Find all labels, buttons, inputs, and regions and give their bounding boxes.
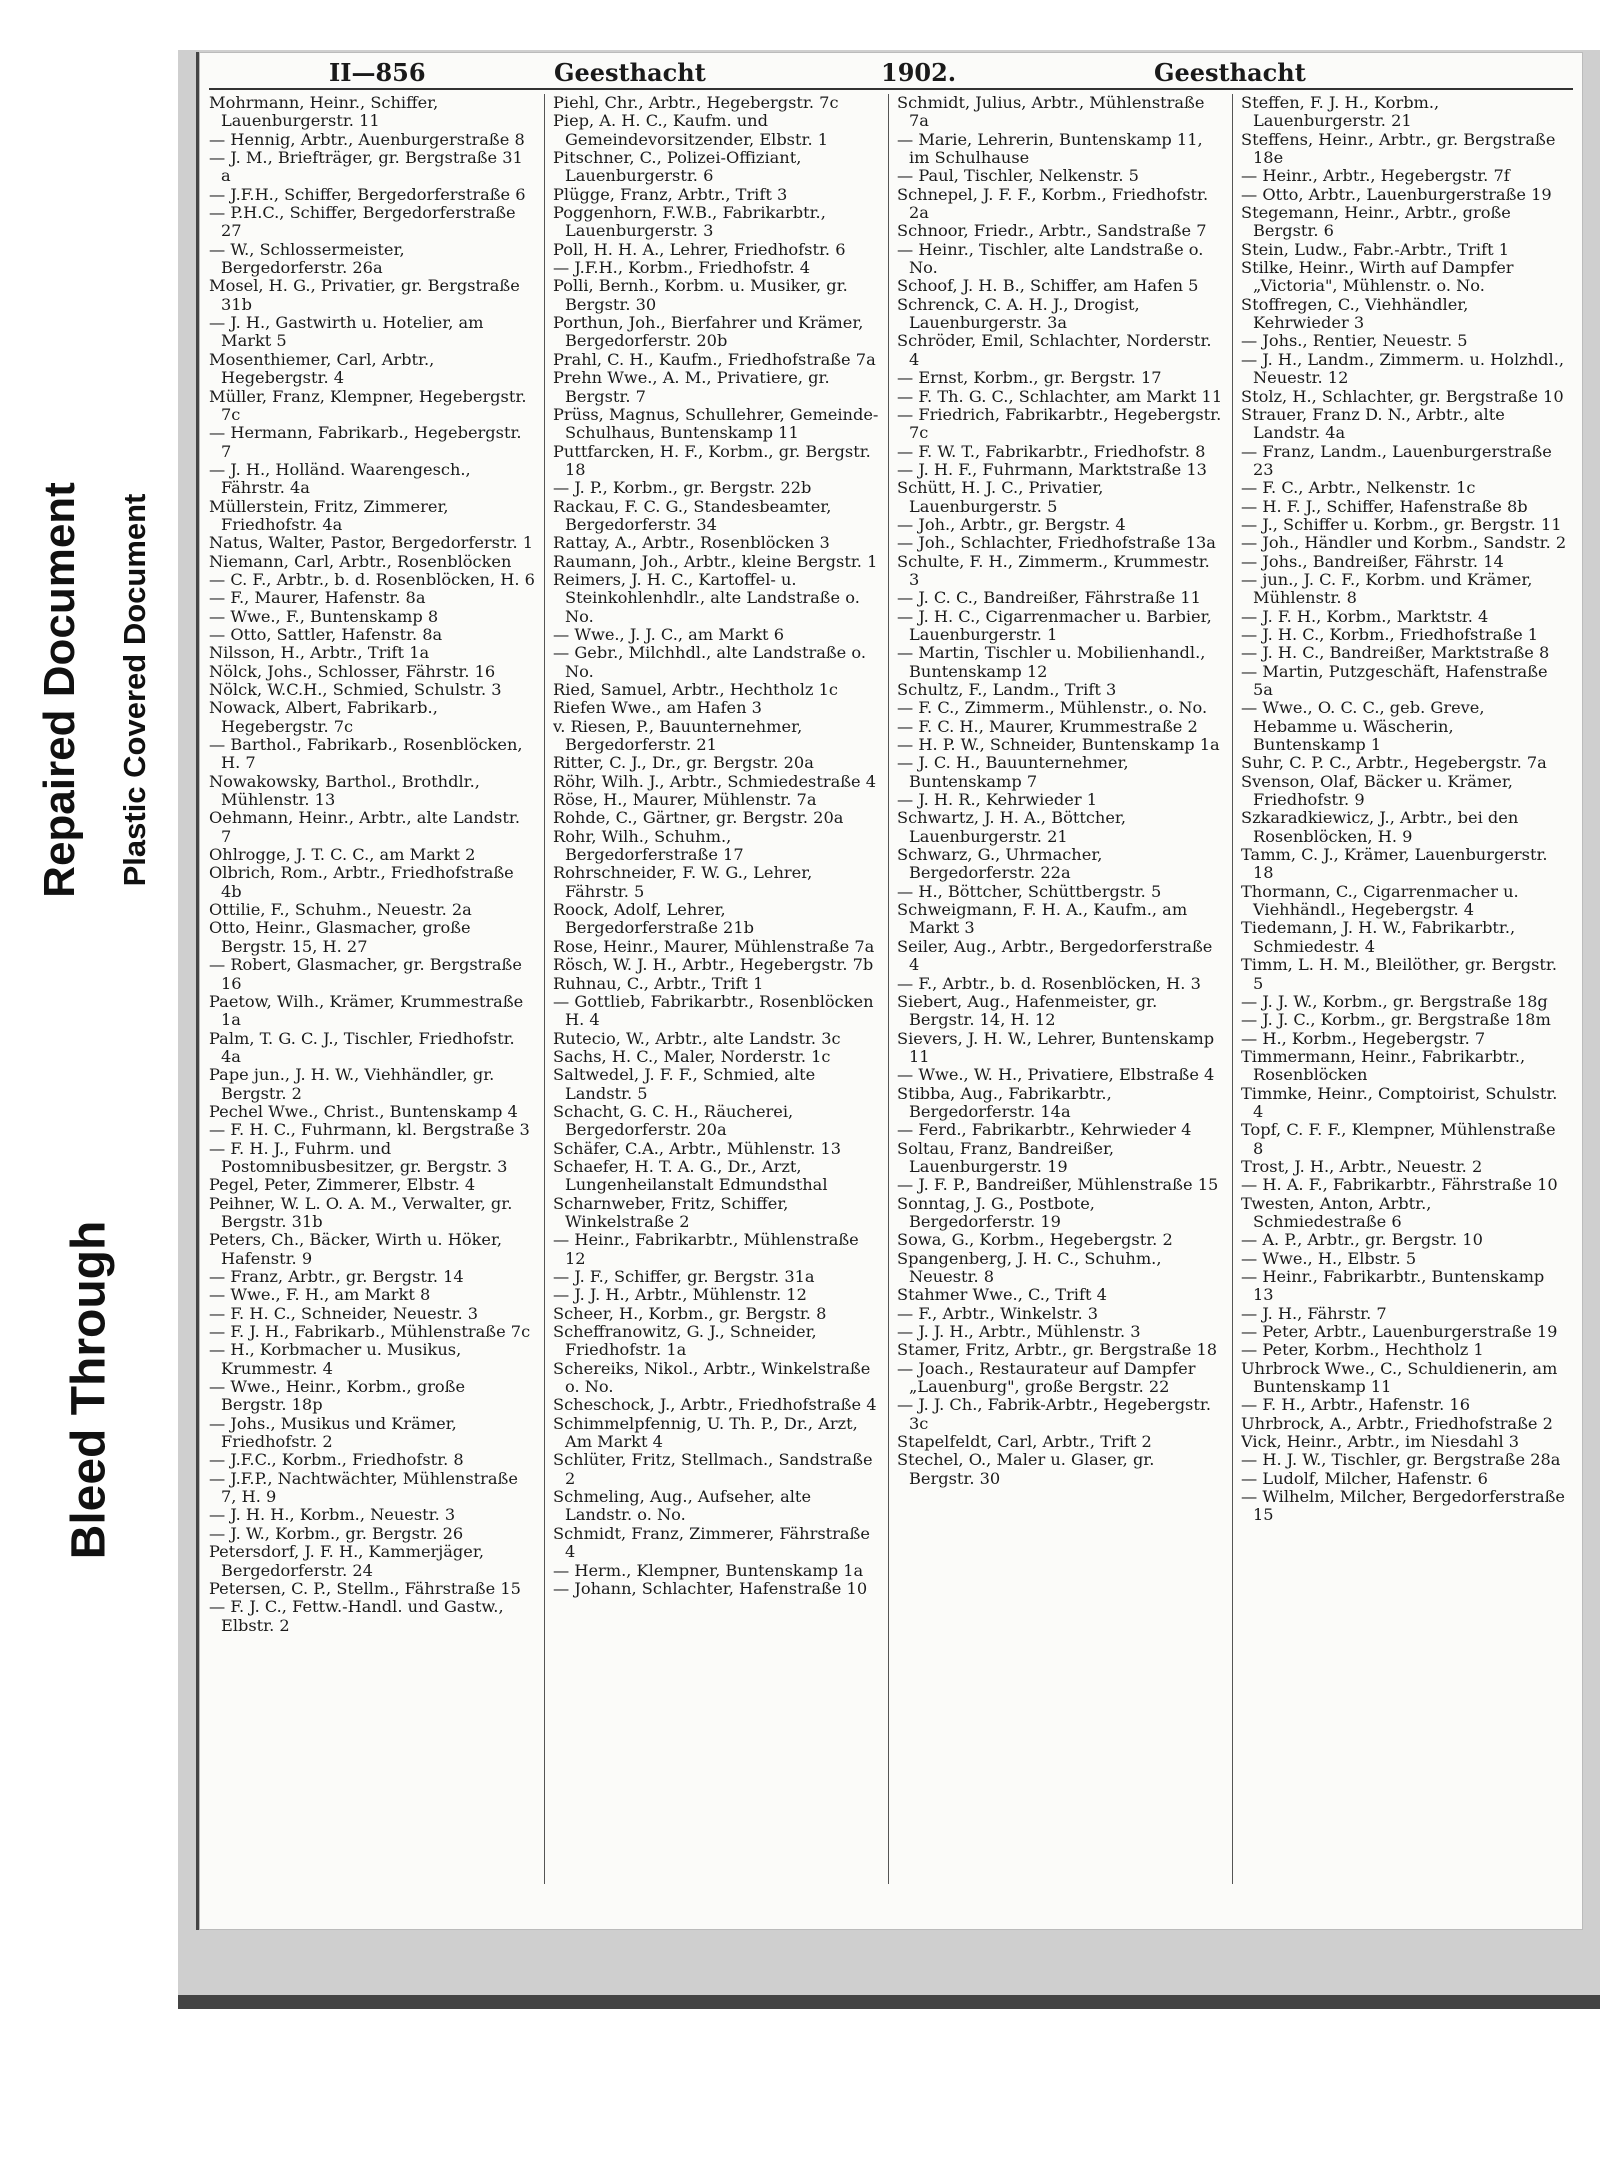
directory-entry: Schmidt, Julius, Arbtr., Mühlenstraße 7a <box>897 94 1205 131</box>
plastic-covered-label: Plastic Covered Document <box>117 493 152 887</box>
directory-entry: Timmermann, Heinr., Fabrikarbtr., Rosenblöcken <box>1241 1046 1526 1085</box>
directory-entry: — Wilhelm, Milcher, Bergedorferstraße 15 <box>1241 1487 1566 1525</box>
directory-entry: — H. P. W., Schneider, Buntenskamp 1a <box>897 735 1220 755</box>
directory-entry: — J.F.P., Nachtwächter, Mühlenstraße 7, H. 9 <box>209 1468 518 1507</box>
directory-entry: Rackau, F. C. G., Standesbeamter, Bergedorferstr. 34 <box>553 496 832 534</box>
directory-entry: Stechel, O., Maler u. Glaser, gr. Bergstr. 30 <box>897 1450 1155 1488</box>
directory-entry: — Wwe., Heinr., Korbm., große Bergstr. 18p <box>209 1377 466 1415</box>
column-divider <box>1232 94 1233 1884</box>
directory-entry: Spangenberg, J. H. C., Schuhm., Neuestr. 8 <box>897 1248 1162 1286</box>
directory-entry: — Heinr., Fabrikarbtr., Buntenskamp 13 <box>1241 1267 1545 1305</box>
directory-entry: — F. C., Arbtr., Nelkenstr. 1c <box>1241 478 1476 498</box>
directory-entry: Stegemann, Heinr., Arbtr., große Bergstr. 6 <box>1241 203 1511 241</box>
directory-entry: Puttfarcken, H. F., Korbm., gr. Bergstr. 18 <box>553 441 871 479</box>
directory-entry: — J. H., Fährstr. 7 <box>1241 1303 1387 1323</box>
directory-entry: — J. F. P., Bandreißer, Mühlenstraße 15 <box>897 1175 1219 1195</box>
column-divider <box>888 94 889 1884</box>
directory-entry: Pape jun., J. H. W., Viehhändler, gr. Bergstr. 2 <box>209 1065 495 1103</box>
page-number: II—856 <box>329 58 426 87</box>
directory-entry: Piehl, Chr., Arbtr., Hegebergstr. 7c <box>553 94 839 112</box>
directory-entry: — J. H. C., Cigarrenmacher u. Barbier, Lauenburgerstr. 1 <box>897 606 1212 644</box>
directory-entry: Ruhnau, C., Arbtr., Trift 1 <box>553 973 764 993</box>
directory-entry: — J. H. R., Kehrwieder 1 <box>897 790 1098 810</box>
directory-entry: — H. F. J., Schiffer, Hafenstraße 8b <box>1241 496 1528 516</box>
directory-entry: — Johs., Bandreißer, Fährstr. 14 <box>1241 551 1504 571</box>
directory-entry: Pitschner, C., Polizei-Offiziant, Lauenburgerstr. 6 <box>553 148 802 186</box>
directory-entry: — J. J. H., Arbtr., Mühlenstr. 3 <box>897 1322 1141 1342</box>
directory-entry: Rohrschneider, F. W. G., Lehrer, Fährstr. 5 <box>553 863 813 901</box>
directory-entry: Stoffregen, C., Viehhändler, Kehrwieder 3 <box>1241 294 1469 333</box>
directory-entry: — Ernst, Korbm., gr. Bergstr. 17 <box>897 368 1162 388</box>
directory-entry: — Hermann, Fabrikarb., Hegebergstr. 7 <box>209 423 522 461</box>
directory-entry: — J. W., Korbm., gr. Bergstr. 26 <box>209 1523 464 1543</box>
directory-entry: Peihner, W. L. O. A. M., Verwalter, gr. Bergstr. 31b <box>209 1193 513 1231</box>
directory-entry: Tiedemann, J. H. W., Fabrikarbtr., Schmiedestr. 4 <box>1241 918 1516 956</box>
directory-entry: — F. J. H., Fabrikarb., Mühlenstraße 7c <box>209 1322 531 1342</box>
directory-entry: — Otto, Arbtr., Lauenburgerstraße 19 <box>1241 184 1552 204</box>
header-rule <box>209 88 1573 90</box>
directory-entry: — Otto, Sattler, Hafenstr. 8a <box>209 624 443 644</box>
repaired-document-label: Repaired Document <box>35 482 84 898</box>
directory-entry: Pechel Wwe., Christ., Buntenskamp 4 <box>209 1101 518 1121</box>
directory-entry: Trost, J. H., Arbtr., Neuestr. 2 <box>1241 1156 1483 1176</box>
directory-entry: Stolz, H., Schlachter, gr. Bergstraße 10 <box>1241 386 1564 406</box>
directory-entry: — J.F.C., Korbm., Friedhofstr. 8 <box>209 1450 464 1470</box>
directory-entry: — J. J. Ch., Fabrik-Arbtr., Hegebergstr. 3c <box>897 1395 1211 1433</box>
directory-entry: Rohr, Wilh., Schuhm., Bergedorferstraße 17 <box>553 826 744 865</box>
directory-entry: — Ludolf, Milcher, Hafenstr. 6 <box>1241 1468 1488 1488</box>
directory-entry: — Robert, Glasmacher, gr. Bergstraße 16 <box>209 955 522 993</box>
directory-entry: — J., Schiffer u. Korbm., gr. Bergstr. 11 <box>1241 514 1562 534</box>
directory-entry: — Heinr., Fabrikarbtr., Mühlenstraße 12 <box>553 1230 859 1268</box>
directory-entry: Steffen, F. J. H., Korbm., Lauenburgerstr. 21 <box>1241 94 1440 131</box>
directory-entry: Nölck, Johs., Schlosser, Fährstr. 16 <box>209 661 496 681</box>
directory-entry: — J. H., Holländ. Waarengesch., Fährstr. 4a <box>209 459 471 498</box>
directory-entry: Mosel, H. G., Privatier, gr. Bergstraße 31b <box>209 276 520 314</box>
directory-entry: — F., Arbtr., Winkelstr. 3 <box>897 1303 1099 1323</box>
directory-entry: Vick, Heinr., Arbtr., im Niesdahl 3 <box>1241 1432 1520 1452</box>
directory-entry: — H. J. W., Tischler, gr. Bergstraße 28a <box>1241 1450 1561 1470</box>
directory-entry: — J. C. H., Bauunternehmer, Buntenskamp 7 <box>897 753 1129 791</box>
directory-entry: Müllerstein, Fritz, Zimmerer, Friedhofstr. 4a <box>209 496 449 534</box>
directory-entry: Müller, Franz, Klempner, Hegebergstr. 7c <box>209 386 527 424</box>
directory-entry: — Friedrich, Fabrikarbtr., Hegebergstr. 7c <box>897 404 1222 443</box>
directory-entry: Poggenhorn, F.W.B., Fabrikarbtr., Lauenburgerstr. 3 <box>553 203 826 241</box>
directory-entry: Sowa, G., Korbm., Hegebergstr. 2 <box>897 1230 1173 1250</box>
directory-entry: Svenson, Olaf, Bäcker u. Krämer, Friedhofstr. 9 <box>1241 771 1513 810</box>
directory-entry: — F. H. J., Fuhrm. und Postomnibusbesitzer, gr. Bergstr. 3 <box>209 1138 508 1176</box>
directory-entry: — J. H. C., Bandreißer, Marktstraße 8 <box>1241 643 1550 663</box>
directory-entry: — Wwe., F., Buntenskamp 8 <box>209 606 439 626</box>
directory-entry: Rösch, W. J. H., Arbtr., Hegebergstr. 7b <box>553 955 874 975</box>
directory-entry: Stibba, Aug., Fabrikarbtr., Bergedorferstr. 14a <box>897 1083 1112 1121</box>
directory-entry: — Marie, Lehrerin, Buntenskamp 11, im Schulhause <box>897 129 1203 168</box>
directory-entry: Stein, Ludw., Fabr.-Arbtr., Trift 1 <box>1241 239 1510 259</box>
directory-entry: — Wwe., J. J. C., am Markt 6 <box>553 624 785 644</box>
directory-entry: Seiler, Aug., Arbtr., Bergedorferstraße 4 <box>897 936 1213 975</box>
directory-entry: Stapelfeldt, Carl, Arbtr., Trift 2 <box>897 1432 1152 1452</box>
directory-entry: Schwarz, G., Uhrmacher, Bergedorferstr. 22a <box>897 845 1103 883</box>
directory-entry: Schröder, Emil, Schlachter, Norderstr. 4 <box>897 331 1212 369</box>
directory-entry: Schrenck, C. A. H. J., Drogist, Lauenburgerstr. 3a <box>897 294 1140 333</box>
directory-entry: Rattay, A., Arbtr., Rosenblöcken 3 <box>553 533 830 553</box>
directory-entry: Piep, A. H. C., Kaufm. und Gemeindevorsitzender, Elbstr. 1 <box>553 111 829 149</box>
directory-entry: Prüss, Magnus, Schullehrer, Gemeinde-Schulhaus, Buntenskamp 11 <box>553 404 879 443</box>
directory-entry: Schnepel, J. F. F., Korbm., Friedhofstr. 2a <box>897 184 1209 223</box>
page-header <box>199 56 1583 86</box>
directory-entry: Thormann, C., Cigarrenmacher u. Viehhändl., Hegebergstr. 4 <box>1241 881 1519 920</box>
directory-entry: — Joh., Händler und Korbm., Sandstr. 2 <box>1241 533 1567 553</box>
directory-entry: Szkaradkiewicz, J., Arbtr., bei den Rosenblöcken, H. 9 <box>1241 808 1519 846</box>
directory-entry: Ohlrogge, J. T. C. C., am Markt 2 <box>209 845 476 865</box>
directory-entry: — Peter, Arbtr., Lauenburgerstraße 19 <box>1241 1322 1558 1342</box>
directory-entry: — J. H. F., Fuhrmann, Marktstraße 13 <box>897 459 1207 479</box>
directory-entry: Strauer, Franz D. N., Arbtr., alte Landstr. 4a <box>1241 404 1505 443</box>
directory-entry: — J. F. H., Korbm., Marktstr. 4 <box>1241 606 1489 626</box>
directory-entry: — Franz, Landm., Lauenburgerstraße 23 <box>1241 441 1552 479</box>
directory-columns <box>209 94 1573 1884</box>
directory-entry: — J. F., Schiffer, gr. Bergstr. 31a <box>553 1267 815 1286</box>
directory-entry: Plügge, Franz, Arbtr., Trift 3 <box>553 184 788 204</box>
directory-entry: — Joh., Arbtr., gr. Bergstr. 4 <box>897 514 1126 534</box>
directory-entry: — Wwe., O. C. C., geb. Greve, Hebamme u. Wäscherin, Buntenskamp 1 <box>1241 698 1485 755</box>
directory-entry: — F., Maurer, Hafenstr. 8a <box>209 588 426 608</box>
directory-entry: Natus, Walter, Pastor, Bergedorferstr. 1 <box>209 533 534 553</box>
directory-entry: Schmidt, Franz, Zimmerer, Fährstraße 4 <box>553 1523 870 1562</box>
directory-entry: Steffens, Heinr., Arbtr., gr. Bergstraße 18e <box>1241 129 1556 168</box>
directory-entry: Schütt, H. J. C., Privatier, Lauenburgerstr. 5 <box>897 478 1104 516</box>
directory-entry: Oehmann, Heinr., Arbtr., alte Landstr. 7 <box>209 808 520 846</box>
directory-entry: — Gebr., Milchhdl., alte Landstraße o. No. <box>553 643 867 681</box>
directory-entry: Timm, L. H. M., Bleilöther, gr. Bergstr. 5 <box>1241 955 1558 993</box>
directory-entry: Uhrbrock, A., Arbtr., Friedhofstraße 2 <box>1241 1413 1553 1433</box>
directory-entry: Reimers, J. H. C., Kartoffel- u. Steinkohlenhdlr., alte Landstraße o. No. <box>553 569 860 626</box>
directory-entry: — W., Schlossermeister, Bergedorferstr. 26a <box>209 239 405 278</box>
header-year: 1902. <box>881 58 957 87</box>
directory-entry: — F. C., Zimmerm., Mühlenstr., o. No. <box>897 698 1208 718</box>
directory-column-2 <box>553 94 879 1884</box>
directory-entry: Schnoor, Friedr., Arbtr., Sandstraße 7 <box>897 221 1207 241</box>
directory-entry: Riefen Wwe., am Hafen 3 <box>553 698 762 718</box>
directory-entry: Pegel, Peter, Zimmerer, Elbstr. 4 <box>209 1175 476 1195</box>
directory-entry: Rose, Heinr., Maurer, Mühlenstraße 7a <box>553 936 875 956</box>
bleed-through-label: Bleed Through <box>62 1220 116 1560</box>
directory-entry: Nilsson, H., Arbtr., Trift 1a <box>209 643 430 663</box>
directory-entry: Palm, T. G. C. J., Tischler, Friedhofstr. 4a <box>209 1028 515 1066</box>
directory-entry: Mohrmann, Heinr., Schiffer, Lauenburgerstr. 11 <box>209 94 439 131</box>
directory-entry: — J. J. H., Arbtr., Mühlenstr. 12 <box>553 1285 807 1305</box>
directory-entry: — Wwe., F. H., am Markt 8 <box>209 1285 431 1305</box>
directory-entry: Poll, H. H. A., Lehrer, Friedhofstr. 6 <box>553 239 846 259</box>
directory-entry: Nowack, Albert, Fabrikarb., Hegebergstr. 7c <box>209 698 438 736</box>
directory-entry: Peters, Ch., Bäcker, Wirth u. Höker, Hafenstr. 9 <box>209 1230 503 1268</box>
header-place-right: Geesthacht <box>1154 58 1306 87</box>
directory-entry: Polli, Bernh., Korbm. u. Musiker, gr. Bergstr. 30 <box>553 276 848 314</box>
directory-entry: — F. H., Arbtr., Hafenstr. 16 <box>1241 1395 1470 1415</box>
directory-entry: Scheffranowitz, G. J., Schneider, Friedhofstr. 1a <box>553 1322 817 1360</box>
directory-entry: Siebert, Aug., Hafenmeister, gr. Bergstr. 14, H. 12 <box>897 991 1158 1030</box>
directory-entry: — H., Korbmacher u. Musikus, Krummestr. 4 <box>209 1340 462 1378</box>
directory-entry: Roock, Adolf, Lehrer, Bergedorferstraße 21b <box>553 900 755 938</box>
directory-entry: Rutecio, W., Arbtr., alte Landstr. 3c <box>553 1028 841 1048</box>
directory-entry: Petersdorf, J. F. H., Kammerjäger, Bergedorferstr. 24 <box>209 1542 484 1580</box>
directory-entry: Schultz, F., Landm., Trift 3 <box>897 680 1117 699</box>
directory-entry: — Peter, Korbm., Hechtholz 1 <box>1241 1340 1484 1360</box>
directory-entry: Saltwedel, J. F. F., Schmied, alte Landstr. 5 <box>553 1065 816 1103</box>
directory-entry: — H. A. F., Fabrikarbtr., Fährstraße 10 <box>1241 1175 1558 1195</box>
directory-entry: Scheschock, J., Arbtr., Friedhofstraße 4 <box>553 1395 877 1415</box>
directory-entry: Porthun, Joh., Bierfahrer und Krämer, Bergedorferstr. 20b <box>553 313 864 351</box>
directory-page <box>196 52 1583 1930</box>
directory-entry: Scheer, H., Korbm., gr. Bergstr. 8 <box>553 1303 827 1323</box>
directory-entry: — Martin, Putzgeschäft, Hafenstraße 5a <box>1241 661 1548 699</box>
directory-entry: Nowakowsky, Barthol., Brothdlr., Mühlenstr. 13 <box>209 771 480 810</box>
header-place-left: Geesthacht <box>554 58 706 87</box>
directory-entry: Schoof, J. H. B., Schiffer, am Hafen 5 <box>897 276 1199 296</box>
directory-entry: Mosenthiemer, Carl, Arbtr., Hegebergstr. 4 <box>209 349 435 388</box>
directory-entry: — Franz, Arbtr., gr. Bergstr. 14 <box>209 1267 464 1286</box>
directory-entry: — Herm., Klempner, Buntenskamp 1a <box>553 1560 864 1580</box>
directory-entry: Sonntag, J. G., Postbote, Bergedorferstr. 19 <box>897 1193 1095 1231</box>
directory-entry: — A. P., Arbtr., gr. Bergstr. 10 <box>1241 1230 1483 1250</box>
directory-entry: Schaefer, H. T. A. G., Dr., Arzt, Lungenheilanstalt Edmundsthal <box>553 1156 828 1195</box>
directory-entry: Stamer, Fritz, Arbtr., gr. Bergstraße 18 <box>897 1340 1218 1360</box>
page-shadow <box>178 1995 1600 2009</box>
directory-entry: — J. H., Landm., Zimmerm. u. Holzhdl., Neuestr. 12 <box>1241 349 1565 388</box>
directory-entry: Raumann, Joh., Arbtr., kleine Bergstr. 1 <box>553 551 878 571</box>
directory-entry: — F. H. C., Fuhrmann, kl. Bergstraße 3 <box>209 1120 530 1140</box>
directory-entry: Schmeling, Aug., Aufseher, alte Landstr. o. No. <box>553 1487 812 1525</box>
directory-column-1 <box>209 94 535 1884</box>
directory-entry: — Johs., Musikus und Krämer, Friedhofstr. 2 <box>209 1413 457 1452</box>
directory-entry: — F. Th. G. C., Schlachter, am Markt 11 <box>897 386 1223 406</box>
directory-entry: Röse, H., Maurer, Mühlenstr. 7a <box>553 790 817 810</box>
directory-entry: Röhr, Wilh. J., Arbtr., Schmiedestraße 4 <box>553 771 877 791</box>
directory-entry: — C. F., Arbtr., b. d. Rosenblöcken, H. 6 <box>209 569 535 589</box>
directory-entry: Ried, Samuel, Arbtr., Hechtholz 1c <box>553 680 838 699</box>
directory-entry: — Martin, Tischler u. Mobilienhandl., Buntenskamp 12 <box>897 643 1206 681</box>
directory-entry: Schacht, G. C. H., Räucherei, Bergedorferstr. 20a <box>553 1101 794 1140</box>
directory-entry: Topf, C. F. F., Klempner, Mühlenstraße 8 <box>1241 1120 1556 1158</box>
directory-entry: Schereiks, Nikol., Arbtr., Winkelstraße o. No. <box>553 1358 871 1397</box>
directory-entry: Petersen, C. P., Stellm., Fährstraße 15 <box>209 1578 521 1598</box>
directory-entry: Schulte, F. H., Zimmerm., Krummestr. 3 <box>897 551 1210 589</box>
directory-entry: — Joh., Schlachter, Friedhofstraße 13a <box>897 533 1216 553</box>
directory-entry: Stahmer Wwe., C., Trift 4 <box>897 1285 1107 1305</box>
directory-entry: v. Riesen, P., Bauunternehmer, Bergedorferstr. 21 <box>553 716 803 755</box>
directory-entry: Schwartz, J. H. A., Böttcher, Lauenburgerstr. 21 <box>897 808 1127 846</box>
directory-entry: — Johann, Schlachter, Hafenstraße 10 <box>553 1578 868 1598</box>
directory-entry: — Paul, Tischler, Nelkenstr. 5 <box>897 166 1139 186</box>
directory-entry: — J.F.H., Korbm., Friedhofstr. 4 <box>553 258 811 278</box>
directory-entry: — Wwe., H., Elbstr. 5 <box>1241 1248 1417 1268</box>
directory-entry: Ritter, C. J., Dr., gr. Bergstr. 20a <box>553 753 814 773</box>
directory-entry: Scharnweber, Fritz, Schiffer, Winkelstraße 2 <box>553 1193 789 1231</box>
directory-entry: Prahl, C. H., Kaufm., Friedhofstraße 7a <box>553 349 876 369</box>
column-divider <box>544 94 545 1884</box>
directory-entry: — F. W. T., Fabrikarbtr., Friedhofstr. 8 <box>897 441 1206 461</box>
directory-entry: Ottilie, F., Schuhm., Neuestr. 2a <box>209 900 472 920</box>
directory-entry: — H., Böttcher, Schüttbergstr. 5 <box>897 881 1162 901</box>
directory-entry: — P.H.C., Schiffer, Bergedorferstraße 27 <box>209 203 516 241</box>
directory-entry: — Gottlieb, Fabrikarbtr., Rosenblöcken H. 4 <box>553 991 874 1030</box>
directory-entry: Schlüter, Fritz, Stellmach., Sandstraße 2 <box>553 1450 873 1488</box>
directory-entry: — F. C. H., Maurer, Krummestraße 2 <box>897 716 1198 736</box>
directory-entry: — J. J. C., Korbm., gr. Bergstraße 18m <box>1241 1010 1551 1030</box>
directory-entry: — F. J. C., Fettw.-Handl. und Gastw., Elbstr. 2 <box>209 1597 504 1635</box>
directory-entry: Uhrbrock Wwe., C., Schuldienerin, am Buntenskamp 11 <box>1241 1358 1558 1397</box>
directory-entry: Sachs, H. C., Maler, Norderstr. 1c <box>553 1046 831 1066</box>
directory-entry: — Wwe., W. H., Privatiere, Elbstraße 4 <box>897 1065 1215 1085</box>
directory-entry: — J. H. C., Korbm., Friedhofstraße 1 <box>1241 624 1539 644</box>
directory-entry: Suhr, C. P. C., Arbtr., Hegebergstr. 7a <box>1241 753 1547 773</box>
directory-entry: — Ferd., Fabrikarbtr., Kehrwieder 4 <box>897 1120 1192 1140</box>
directory-entry: — J. J. W., Korbm., gr. Bergstraße 18g <box>1241 991 1548 1011</box>
directory-entry: — Johs., Rentier, Neuestr. 5 <box>1241 331 1468 351</box>
directory-entry: Twesten, Anton, Arbtr., Schmiedestraße 6 <box>1241 1193 1432 1231</box>
directory-entry: Paetow, Wilh., Krämer, Krummestraße 1a <box>209 991 524 1030</box>
directory-column-3 <box>897 94 1223 1884</box>
directory-entry: — F., Arbtr., b. d. Rosenblöcken, H. 3 <box>897 973 1201 993</box>
directory-entry: Schweigmann, F. H. A., Kaufm., am Markt 3 <box>897 900 1188 938</box>
directory-entry: Timmke, Heinr., Comptoirist, Schulstr. 4 <box>1241 1083 1558 1121</box>
directory-entry: Otto, Heinr., Glasmacher, große Bergstr. 15, H. 27 <box>209 918 471 956</box>
directory-entry: — jun., J. C. F., Korbm. und Krämer, Mühlenstr. 8 <box>1241 569 1533 608</box>
directory-entry: Schäfer, C.A., Arbtr., Mühlenstr. 13 <box>553 1138 842 1158</box>
directory-entry: — J. H. H., Korbm., Neuestr. 3 <box>209 1505 456 1525</box>
side-labels <box>0 50 178 2000</box>
directory-entry: Prehn Wwe., A. M., Privatiere, gr. Bergstr. 7 <box>553 368 830 406</box>
directory-entry: Stilke, Heinr., Wirth auf Dampfer „Victoria", Mühlenstr. o. No. <box>1241 258 1514 296</box>
directory-entry: — J.F.H., Schiffer, Bergedorferstraße 6 <box>209 184 526 204</box>
directory-entry: — J. H., Gastwirth u. Hotelier, am Markt 5 <box>209 313 484 351</box>
directory-entry: — J. C. C., Bandreißer, Fährstraße 11 <box>897 588 1201 608</box>
directory-entry: Soltau, Franz, Bandreißer, Lauenburgerstr. 19 <box>897 1138 1115 1176</box>
directory-entry: Nölck, W.C.H., Schmied, Schulstr. 3 <box>209 680 502 699</box>
directory-entry: — J. P., Korbm., gr. Bergstr. 22b <box>553 478 812 498</box>
directory-entry: — Heinr., Tischler, alte Landstraße o. No. <box>897 239 1204 278</box>
directory-entry: — J. M., Briefträger, gr. Bergstraße 31 a <box>209 148 523 186</box>
directory-entry: Olbrich, Rom., Arbtr., Friedhofstraße 4b <box>209 863 514 901</box>
directory-entry: — H., Korbm., Hegebergstr. 7 <box>1241 1028 1486 1048</box>
directory-entry: — F. H. C., Schneider, Neuestr. 3 <box>209 1303 479 1323</box>
directory-entry: Rohde, C., Gärtner, gr. Bergstr. 20a <box>553 808 844 828</box>
directory-entry: — Heinr., Arbtr., Hegebergstr. 7f <box>1241 166 1510 186</box>
directory-column-4 <box>1241 94 1567 1884</box>
directory-entry: — Hennig, Arbtr., Auenburgerstraße 8 <box>209 129 525 149</box>
directory-entry: Sievers, J. H. W., Lehrer, Buntenskamp 11 <box>897 1028 1215 1066</box>
directory-entry: Schimmelpfennig, U. Th. P., Dr., Arzt, Am Markt 4 <box>553 1413 858 1452</box>
directory-entry: Niemann, Carl, Arbtr., Rosenblöcken <box>209 551 512 571</box>
directory-entry: — Joach., Restaurateur auf Dampfer „Lauenburg", große Bergstr. 22 <box>897 1358 1196 1397</box>
directory-entry: — Barthol., Fabrikarb., Rosenblöcken, H. 7 <box>209 735 523 773</box>
directory-entry: Tamm, C. J., Krämer, Lauenburgerstr. 18 <box>1241 845 1548 883</box>
